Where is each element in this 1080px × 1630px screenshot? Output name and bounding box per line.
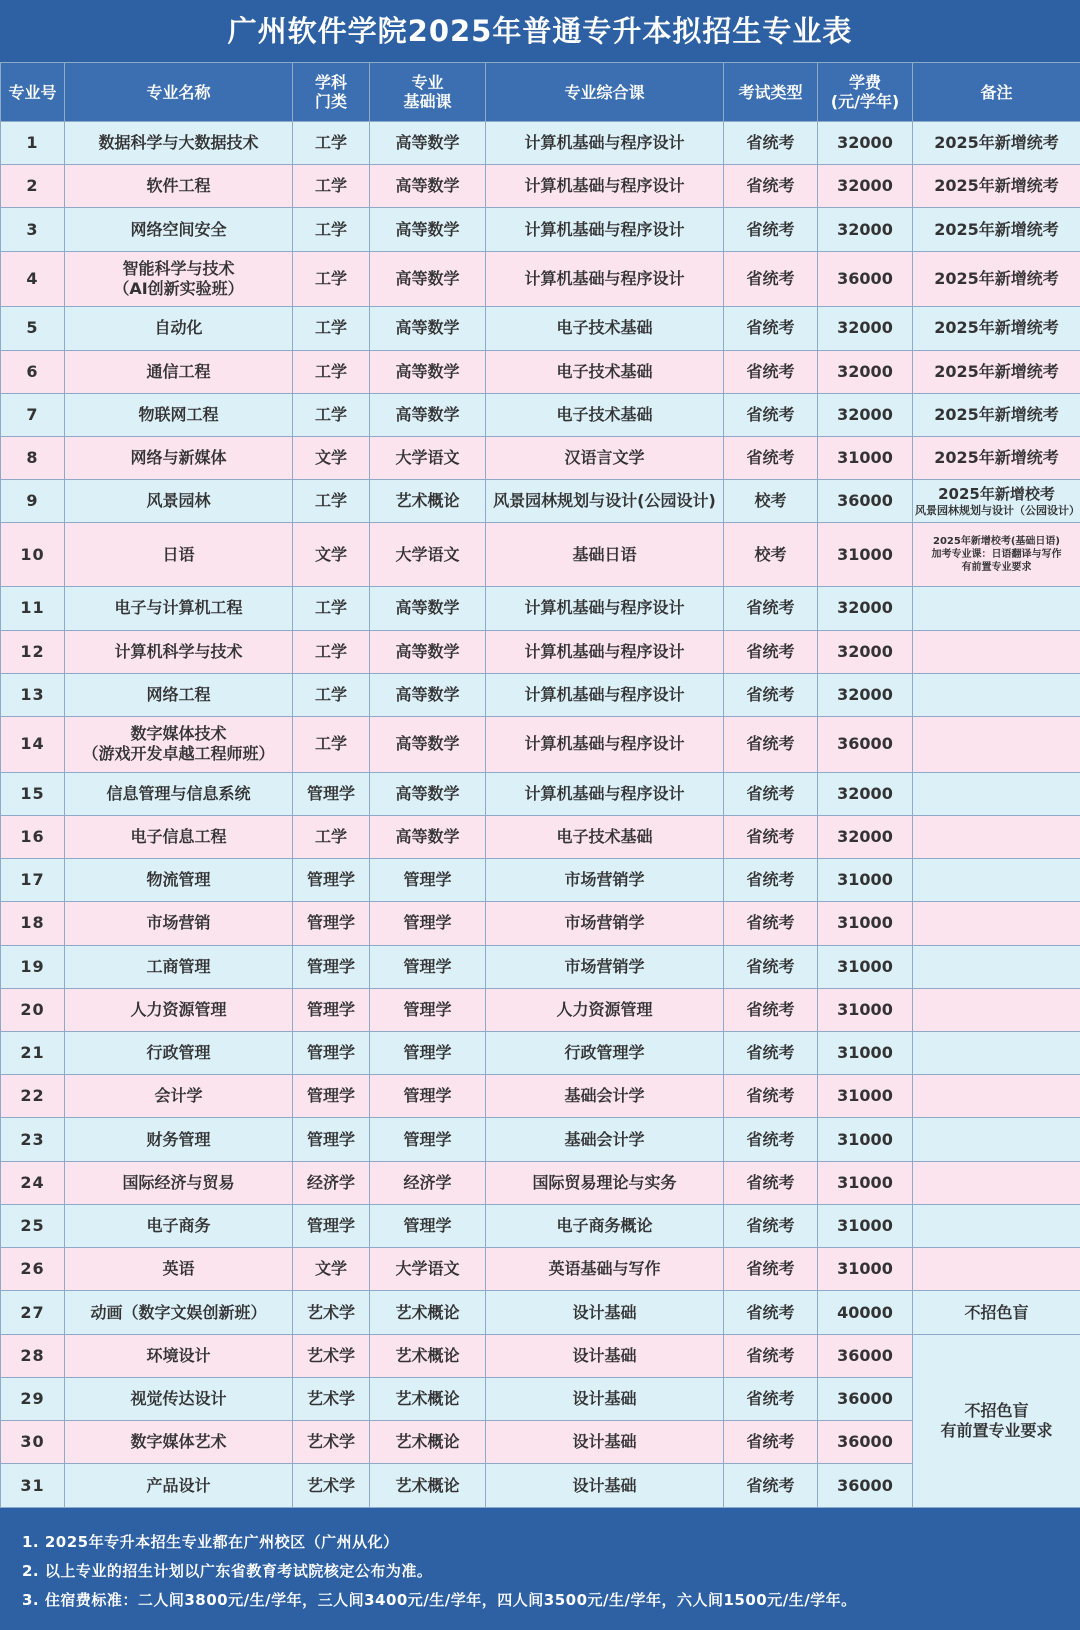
cell-comprehensive-course: 设计基础 — [486, 1334, 724, 1377]
cell-major-name: 环境设计 — [65, 1334, 293, 1377]
cell-major-id: 29 — [1, 1377, 65, 1420]
cell-discipline: 艺术学 — [293, 1377, 370, 1420]
cell-exam-type: 省统考 — [724, 945, 818, 988]
cell-note-merged: 不招色盲 有前置专业要求 — [913, 1334, 1080, 1507]
cell-basic-course: 高等数学 — [370, 122, 486, 165]
table-row — [1, 1334, 1080, 1377]
cell-exam-type: 省统考 — [724, 1248, 818, 1291]
cell-basic-course: 大学语文 — [370, 1248, 486, 1291]
cell-comprehensive-course: 人力资源管理 — [486, 988, 724, 1031]
cell-tuition: 32000 — [818, 630, 913, 673]
cell-comprehensive-course: 设计基础 — [486, 1291, 724, 1334]
footer-note: 3. 住宿费标准：二人间3800元/生/学年，三人间3400元/生/学年，四人间3500元/生/学年，六人间1500元/生/学年。 — [22, 1591, 857, 1609]
cell-major-name: 会计学 — [65, 1075, 293, 1118]
cell-tuition: 36000 — [818, 717, 913, 773]
note-line-primary: 2025年新增校考 — [938, 485, 1055, 504]
cell-note: 2025年新增统考 — [913, 350, 1080, 393]
cell-exam-type: 省统考 — [724, 1334, 818, 1377]
footer-note: 1. 2025年专升本招生专业都在广州校区（广州从化） — [22, 1533, 399, 1551]
cell-comprehensive-course: 基础会计学 — [486, 1075, 724, 1118]
table-row — [1, 587, 1080, 630]
cell-comprehensive-course: 设计基础 — [486, 1464, 724, 1508]
cell-tuition: 36000 — [818, 480, 913, 523]
cell-note — [913, 988, 1080, 1031]
table-row — [1, 307, 1080, 350]
cell-major-name: 网络工程 — [65, 673, 293, 716]
cell-major-id: 1 — [1, 122, 65, 165]
cell-major-id: 10 — [1, 523, 65, 587]
cell-major-id: 7 — [1, 393, 65, 436]
cell-major-id: 17 — [1, 859, 65, 902]
cell-major-id: 24 — [1, 1161, 65, 1204]
cell-exam-type: 校考 — [724, 480, 818, 523]
cell-major-id: 4 — [1, 251, 65, 307]
cell-discipline: 管理学 — [293, 1075, 370, 1118]
cell-comprehensive-course: 市场营销学 — [486, 859, 724, 902]
cell-discipline: 工学 — [293, 122, 370, 165]
cell-major-id: 16 — [1, 815, 65, 858]
cell-tuition: 31000 — [818, 1248, 913, 1291]
cell-major-name: 计算机科学与技术 — [65, 630, 293, 673]
cell-tuition: 31000 — [818, 988, 913, 1031]
cell-note — [913, 480, 1080, 523]
table-row — [1, 1161, 1080, 1204]
cell-note — [913, 945, 1080, 988]
cell-major-name: 工商管理 — [65, 945, 293, 988]
table-body — [1, 122, 1080, 1508]
cell-major-name: 产品设计 — [65, 1464, 293, 1508]
cell-basic-course: 高等数学 — [370, 208, 486, 251]
cell-basic-course: 高等数学 — [370, 815, 486, 858]
cell-comprehensive-course: 风景园林规划与设计(公园设计) — [486, 480, 724, 523]
footer-notes — [0, 1508, 1080, 1630]
cell-exam-type: 省统考 — [724, 251, 818, 307]
cell-discipline: 工学 — [293, 717, 370, 773]
cell-exam-type: 省统考 — [724, 437, 818, 480]
cell-note — [913, 673, 1080, 716]
cell-comprehensive-course: 计算机基础与程序设计 — [486, 122, 724, 165]
cell-major-name: 数字媒体技术 （游戏开发卓越工程师班） — [65, 717, 293, 773]
cell-tuition: 31000 — [818, 902, 913, 945]
cell-tuition: 32000 — [818, 587, 913, 630]
cell-discipline: 艺术学 — [293, 1464, 370, 1508]
cell-basic-course: 高等数学 — [370, 393, 486, 436]
cell-exam-type: 省统考 — [724, 717, 818, 773]
cell-major-id: 15 — [1, 772, 65, 815]
cell-tuition: 32000 — [818, 208, 913, 251]
cell-major-name: 通信工程 — [65, 350, 293, 393]
cell-comprehensive-course: 汉语言文学 — [486, 437, 724, 480]
cell-major-name: 电子信息工程 — [65, 815, 293, 858]
table-row — [1, 350, 1080, 393]
cell-tuition: 32000 — [818, 673, 913, 716]
cell-tuition: 31000 — [818, 523, 913, 587]
cell-major-id: 23 — [1, 1118, 65, 1161]
cell-tuition: 31000 — [818, 1032, 913, 1075]
cell-major-name: 日语 — [65, 523, 293, 587]
cell-major-id: 25 — [1, 1204, 65, 1247]
cell-tuition: 36000 — [818, 1421, 913, 1464]
cell-exam-type: 省统考 — [724, 1464, 818, 1508]
header-tuition: 学费 (元/学年) — [818, 63, 913, 122]
cell-discipline: 工学 — [293, 251, 370, 307]
cell-note — [913, 717, 1080, 773]
table-row — [1, 251, 1080, 307]
cell-comprehensive-course: 电子技术基础 — [486, 393, 724, 436]
cell-discipline: 工学 — [293, 587, 370, 630]
cell-major-name: 市场营销 — [65, 902, 293, 945]
cell-comprehensive-course: 基础日语 — [486, 523, 724, 587]
header-major-id: 专业号 — [1, 63, 65, 122]
cell-comprehensive-course: 计算机基础与程序设计 — [486, 208, 724, 251]
table-row — [1, 859, 1080, 902]
cell-note — [913, 815, 1080, 858]
cell-note — [913, 587, 1080, 630]
table-row — [1, 165, 1080, 208]
cell-exam-type: 校考 — [724, 523, 818, 587]
cell-tuition: 31000 — [818, 437, 913, 480]
cell-tuition: 36000 — [818, 1377, 913, 1420]
cell-tuition: 32000 — [818, 350, 913, 393]
table-row — [1, 208, 1080, 251]
cell-exam-type: 省统考 — [724, 1291, 818, 1334]
table-row — [1, 772, 1080, 815]
cell-basic-course: 管理学 — [370, 988, 486, 1031]
cell-major-id: 5 — [1, 307, 65, 350]
cell-basic-course: 艺术概论 — [370, 1291, 486, 1334]
cell-major-id: 19 — [1, 945, 65, 988]
cell-tuition: 32000 — [818, 165, 913, 208]
cell-basic-course: 高等数学 — [370, 307, 486, 350]
cell-tuition: 32000 — [818, 815, 913, 858]
cell-comprehensive-course: 电子商务概论 — [486, 1204, 724, 1247]
cell-basic-course: 管理学 — [370, 1032, 486, 1075]
cell-note — [913, 772, 1080, 815]
cell-major-name: 软件工程 — [65, 165, 293, 208]
header-comprehensive-course: 专业综合课 — [486, 63, 724, 122]
header-major-name: 专业名称 — [65, 63, 293, 122]
table-row — [1, 630, 1080, 673]
cell-comprehensive-course: 市场营销学 — [486, 902, 724, 945]
cell-comprehensive-course: 英语基础与写作 — [486, 1248, 724, 1291]
cell-exam-type: 省统考 — [724, 1421, 818, 1464]
cell-major-id: 8 — [1, 437, 65, 480]
cell-tuition: 40000 — [818, 1291, 913, 1334]
cell-discipline: 艺术学 — [293, 1421, 370, 1464]
cell-exam-type: 省统考 — [724, 1075, 818, 1118]
cell-major-name: 财务管理 — [65, 1118, 293, 1161]
cell-comprehensive-course: 设计基础 — [486, 1377, 724, 1420]
cell-comprehensive-course: 电子技术基础 — [486, 350, 724, 393]
cell-basic-course: 高等数学 — [370, 165, 486, 208]
cell-discipline: 工学 — [293, 208, 370, 251]
cell-major-id: 11 — [1, 587, 65, 630]
page-title: 广州软件学院2025年普通专升本拟招生专业表 — [227, 14, 853, 48]
cell-discipline: 工学 — [293, 630, 370, 673]
cell-major-id: 9 — [1, 480, 65, 523]
cell-comprehensive-course: 国际贸易理论与实务 — [486, 1161, 724, 1204]
cell-major-name: 电子与计算机工程 — [65, 587, 293, 630]
cell-exam-type: 省统考 — [724, 350, 818, 393]
cell-basic-course: 高等数学 — [370, 717, 486, 773]
table-row — [1, 480, 1080, 523]
cell-exam-type: 省统考 — [724, 673, 818, 716]
table-header-row — [1, 63, 1080, 122]
cell-major-name: 人力资源管理 — [65, 988, 293, 1031]
cell-tuition: 36000 — [818, 251, 913, 307]
cell-tuition: 36000 — [818, 1464, 913, 1508]
cell-major-name: 网络空间安全 — [65, 208, 293, 251]
cell-major-name: 行政管理 — [65, 1032, 293, 1075]
table-container — [0, 62, 1080, 1508]
cell-tuition: 31000 — [818, 1075, 913, 1118]
cell-comprehensive-course: 市场营销学 — [486, 945, 724, 988]
cell-discipline: 管理学 — [293, 902, 370, 945]
cell-discipline: 管理学 — [293, 1204, 370, 1247]
table-row — [1, 1075, 1080, 1118]
cell-exam-type: 省统考 — [724, 1161, 818, 1204]
cell-discipline: 艺术学 — [293, 1334, 370, 1377]
cell-tuition: 32000 — [818, 772, 913, 815]
table-row — [1, 945, 1080, 988]
cell-basic-course: 经济学 — [370, 1161, 486, 1204]
cell-tuition: 32000 — [818, 307, 913, 350]
table-row — [1, 122, 1080, 165]
cell-major-id: 13 — [1, 673, 65, 716]
cell-basic-course: 艺术概论 — [370, 480, 486, 523]
cell-comprehensive-course: 计算机基础与程序设计 — [486, 251, 724, 307]
cell-basic-course: 艺术概论 — [370, 1377, 486, 1420]
cell-note — [913, 902, 1080, 945]
table-row — [1, 673, 1080, 716]
table-row — [1, 902, 1080, 945]
cell-discipline: 管理学 — [293, 1032, 370, 1075]
cell-note: 2025年新增统考 — [913, 437, 1080, 480]
cell-major-name: 数据科学与大数据技术 — [65, 122, 293, 165]
cell-tuition: 31000 — [818, 1161, 913, 1204]
cell-major-id: 18 — [1, 902, 65, 945]
cell-note: 不招色盲 — [913, 1291, 1080, 1334]
cell-exam-type: 省统考 — [724, 1032, 818, 1075]
cell-exam-type: 省统考 — [724, 630, 818, 673]
cell-basic-course: 高等数学 — [370, 350, 486, 393]
cell-tuition: 32000 — [818, 393, 913, 436]
cell-basic-course: 管理学 — [370, 859, 486, 902]
cell-note — [913, 1161, 1080, 1204]
cell-discipline: 管理学 — [293, 1118, 370, 1161]
cell-exam-type: 省统考 — [724, 988, 818, 1031]
cell-comprehensive-course: 电子技术基础 — [486, 815, 724, 858]
cell-major-id: 28 — [1, 1334, 65, 1377]
cell-comprehensive-course: 电子技术基础 — [486, 307, 724, 350]
cell-basic-course: 管理学 — [370, 945, 486, 988]
cell-major-name: 风景园林 — [65, 480, 293, 523]
cell-major-name: 电子商务 — [65, 1204, 293, 1247]
cell-major-id: 30 — [1, 1421, 65, 1464]
cell-comprehensive-course: 计算机基础与程序设计 — [486, 772, 724, 815]
cell-discipline: 艺术学 — [293, 1291, 370, 1334]
cell-major-id: 20 — [1, 988, 65, 1031]
cell-discipline: 工学 — [293, 307, 370, 350]
cell-tuition: 31000 — [818, 1118, 913, 1161]
cell-basic-course: 大学语文 — [370, 437, 486, 480]
header-discipline: 学科 门类 — [293, 63, 370, 122]
cell-discipline: 工学 — [293, 165, 370, 208]
cell-tuition: 31000 — [818, 859, 913, 902]
cell-discipline: 工学 — [293, 673, 370, 716]
cell-comprehensive-course: 计算机基础与程序设计 — [486, 717, 724, 773]
table-row — [1, 1118, 1080, 1161]
table-row — [1, 1032, 1080, 1075]
cell-comprehensive-course: 计算机基础与程序设计 — [486, 673, 724, 716]
cell-comprehensive-course: 计算机基础与程序设计 — [486, 165, 724, 208]
cell-major-id: 31 — [1, 1464, 65, 1508]
cell-major-id: 3 — [1, 208, 65, 251]
cell-comprehensive-course: 基础会计学 — [486, 1118, 724, 1161]
table-row — [1, 988, 1080, 1031]
cell-major-name: 英语 — [65, 1248, 293, 1291]
cell-major-name: 国际经济与贸易 — [65, 1161, 293, 1204]
cell-note — [913, 1204, 1080, 1247]
cell-note: 2025年新增统考 — [913, 307, 1080, 350]
cell-basic-course: 艺术概论 — [370, 1464, 486, 1508]
cell-exam-type: 省统考 — [724, 122, 818, 165]
cell-exam-type: 省统考 — [724, 815, 818, 858]
cell-major-name: 动画（数字文娱创新班） — [65, 1291, 293, 1334]
cell-major-name: 信息管理与信息系统 — [65, 772, 293, 815]
table-row — [1, 717, 1080, 773]
cell-tuition: 31000 — [818, 1204, 913, 1247]
cell-exam-type: 省统考 — [724, 393, 818, 436]
cell-exam-type: 省统考 — [724, 1377, 818, 1420]
cell-discipline: 管理学 — [293, 988, 370, 1031]
cell-discipline: 工学 — [293, 393, 370, 436]
header-basic-course: 专业 基础课 — [370, 63, 486, 122]
cell-comprehensive-course: 计算机基础与程序设计 — [486, 587, 724, 630]
cell-exam-type: 省统考 — [724, 587, 818, 630]
cell-exam-type: 省统考 — [724, 208, 818, 251]
cell-basic-course: 艺术概论 — [370, 1334, 486, 1377]
cell-comprehensive-course: 行政管理学 — [486, 1032, 724, 1075]
cell-exam-type: 省统考 — [724, 1118, 818, 1161]
cell-basic-course: 管理学 — [370, 902, 486, 945]
cell-note: 2025年新增统考 — [913, 251, 1080, 307]
cell-note — [913, 1075, 1080, 1118]
cell-discipline: 工学 — [293, 480, 370, 523]
cell-major-id: 21 — [1, 1032, 65, 1075]
cell-discipline: 文学 — [293, 1248, 370, 1291]
table-row — [1, 437, 1080, 480]
cell-major-id: 27 — [1, 1291, 65, 1334]
cell-comprehensive-course: 计算机基础与程序设计 — [486, 630, 724, 673]
cell-major-name: 智能科学与技术 （AI创新实验班） — [65, 251, 293, 307]
note-line-secondary: 风景园林规划与设计（公园设计） — [915, 504, 1080, 518]
cell-note: 2025年新增统考 — [913, 208, 1080, 251]
cell-note: 2025年新增统考 — [913, 393, 1080, 436]
cell-discipline: 工学 — [293, 815, 370, 858]
cell-note — [913, 1248, 1080, 1291]
cell-basic-course: 高等数学 — [370, 587, 486, 630]
table-row — [1, 523, 1080, 587]
header-exam-type: 考试类型 — [724, 63, 818, 122]
cell-major-name: 网络与新媒体 — [65, 437, 293, 480]
cell-note: 2025年新增统考 — [913, 122, 1080, 165]
cell-major-id: 26 — [1, 1248, 65, 1291]
cell-major-name: 数字媒体艺术 — [65, 1421, 293, 1464]
cell-major-id: 6 — [1, 350, 65, 393]
header-note: 备注 — [913, 63, 1080, 122]
cell-exam-type: 省统考 — [724, 307, 818, 350]
cell-major-name: 物联网工程 — [65, 393, 293, 436]
cell-comprehensive-course: 设计基础 — [486, 1421, 724, 1464]
cell-discipline: 管理学 — [293, 772, 370, 815]
cell-discipline: 管理学 — [293, 945, 370, 988]
cell-basic-course: 高等数学 — [370, 251, 486, 307]
cell-exam-type: 省统考 — [724, 772, 818, 815]
cell-basic-course: 管理学 — [370, 1075, 486, 1118]
cell-basic-course: 艺术概论 — [370, 1421, 486, 1464]
cell-major-id: 22 — [1, 1075, 65, 1118]
cell-discipline: 管理学 — [293, 859, 370, 902]
cell-discipline: 工学 — [293, 350, 370, 393]
cell-basic-course: 高等数学 — [370, 673, 486, 716]
cell-major-name: 自动化 — [65, 307, 293, 350]
cell-note: 2025年新增统考 — [913, 165, 1080, 208]
cell-note — [913, 1032, 1080, 1075]
cell-exam-type: 省统考 — [724, 902, 818, 945]
cell-basic-course: 高等数学 — [370, 630, 486, 673]
cell-note — [913, 630, 1080, 673]
cell-basic-course: 大学语文 — [370, 523, 486, 587]
cell-tuition: 31000 — [818, 945, 913, 988]
cell-tuition: 36000 — [818, 1334, 913, 1377]
cell-exam-type: 省统考 — [724, 165, 818, 208]
cell-discipline: 文学 — [293, 523, 370, 587]
major-table — [0, 62, 1080, 1508]
cell-note — [913, 1118, 1080, 1161]
table-row — [1, 1204, 1080, 1247]
table-row — [1, 1291, 1080, 1334]
table-row — [1, 815, 1080, 858]
cell-major-name: 视觉传达设计 — [65, 1377, 293, 1420]
cell-major-id: 12 — [1, 630, 65, 673]
cell-exam-type: 省统考 — [724, 859, 818, 902]
cell-discipline: 经济学 — [293, 1161, 370, 1204]
cell-major-id: 14 — [1, 717, 65, 773]
cell-basic-course: 管理学 — [370, 1204, 486, 1247]
table-row — [1, 393, 1080, 436]
cell-exam-type: 省统考 — [724, 1204, 818, 1247]
cell-discipline: 文学 — [293, 437, 370, 480]
footer-note: 2. 以上专业的招生计划以广东省教育考试院核定公布为准。 — [22, 1562, 433, 1580]
cell-note — [913, 859, 1080, 902]
cell-basic-course: 高等数学 — [370, 772, 486, 815]
table-row — [1, 1248, 1080, 1291]
cell-major-id: 2 — [1, 165, 65, 208]
cell-tuition: 32000 — [818, 122, 913, 165]
cell-major-name: 物流管理 — [65, 859, 293, 902]
cell-basic-course: 管理学 — [370, 1118, 486, 1161]
cell-note: 2025年新增校考(基础日语) 加考专业课：日语翻译与写作 有前置专业要求 — [913, 523, 1080, 587]
